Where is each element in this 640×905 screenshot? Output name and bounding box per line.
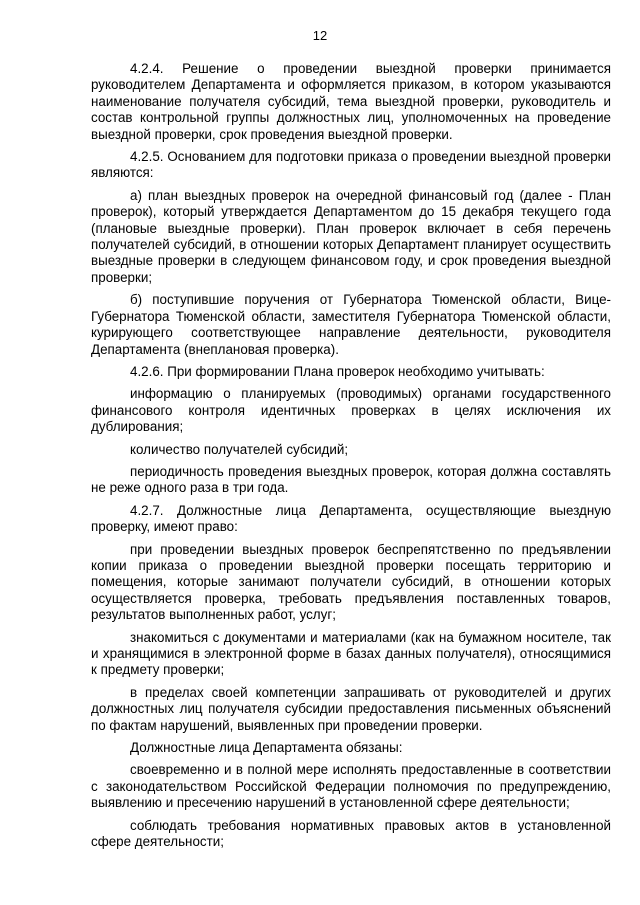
paragraph-list-item: знакомиться с документами и материалами (как на бумажном носителе, так и хранящимися в электронной форме в базах данных получателя), относящимися к предмету проверки; (91, 629, 611, 678)
paragraph-duties-heading: Должностные лица Департамента обязаны: (130, 740, 403, 756)
paragraph-list-item: количество получателей субсидий; (130, 441, 349, 457)
paragraph-item-b: б) поступившие поручения от Губернатора Тюменской области, Вице-Губернатора Тюменской области, заместителя Губернатора Тюменской области, курирующего соответствующее направление деятельности, руководителя Департамента (внеплановая проверка). (91, 292, 611, 357)
paragraph-4-2-6: 4.2.6. При формировании Плана проверок необходимо учитывать: (130, 363, 545, 379)
paragraph-list-item: при проведении выездных проверок беспрепятственно по предъявлении копии приказа о проведении выездной проверки посещать территорию и помещения, которые занимают получатели субсидий, в отношении которых осуществляется проверка, требовать предъявления поставленных товаров, результатов выполненных работ, услуг; (91, 541, 611, 623)
paragraph-list-item: информацию о планируемых (проводимых) органами государственного финансового контроля идентичных проверках в целях исключения их дублирования; (91, 386, 611, 435)
page-body (91, 61, 611, 850)
paragraph-list-item: периодичность проведения выездных проверок, которая должна составлять не реже одного раза в три года. (91, 463, 611, 496)
page-number: 12 (312, 28, 328, 43)
paragraph-4-2-7: 4.2.7. Должностные лица Департамента, осуществляющие выездную проверку, имеют право: (91, 502, 611, 535)
paragraph-list-item: соблюдать требования нормативных правовых актов в установленной сфере деятельности; (91, 817, 611, 850)
paragraph-4-2-5: 4.2.5. Основанием для подготовки приказа о проведении выездной проверки являются: (91, 149, 611, 181)
paragraph-list-item: в пределах своей компетенции запрашивать от руководителей и других должностных лиц получателя субсидии предоставления письменных объяснений по фактам нарушений, выявленных при проведении проверки. (91, 684, 611, 733)
paragraph-list-item: своевременно и в полной мере исполнять предоставленные в соответствии с законодательством Российской Федерации полномочия по предупреждению, выявлению и пресечению нарушений в установленной сфере деятельности; (91, 762, 611, 811)
paragraph-4-2-4: 4.2.4. Решение о проведении выездной проверки принимается руководителем Департамента и оформляется приказом, в котором указываются наименование получателя субсидий, тема выездной проверки, руководитель и состав контрольной группы должностных лиц, уполномоченных на проведение выездной проверки, срок проведения выездной проверки. (91, 61, 611, 142)
paragraph-item-a: а) план выездных проверок на очередной финансовый год (далее - План проверок), который утверждается Департаментом до 15 декабря текущего года (плановые выездные проверки). План проверок включает в себя перечень получателей субсидий, в отношении которых Департамент планирует осуществить выездные проверки в следующем финансовом году, и срок проведения выездной проверки; (91, 187, 611, 285)
